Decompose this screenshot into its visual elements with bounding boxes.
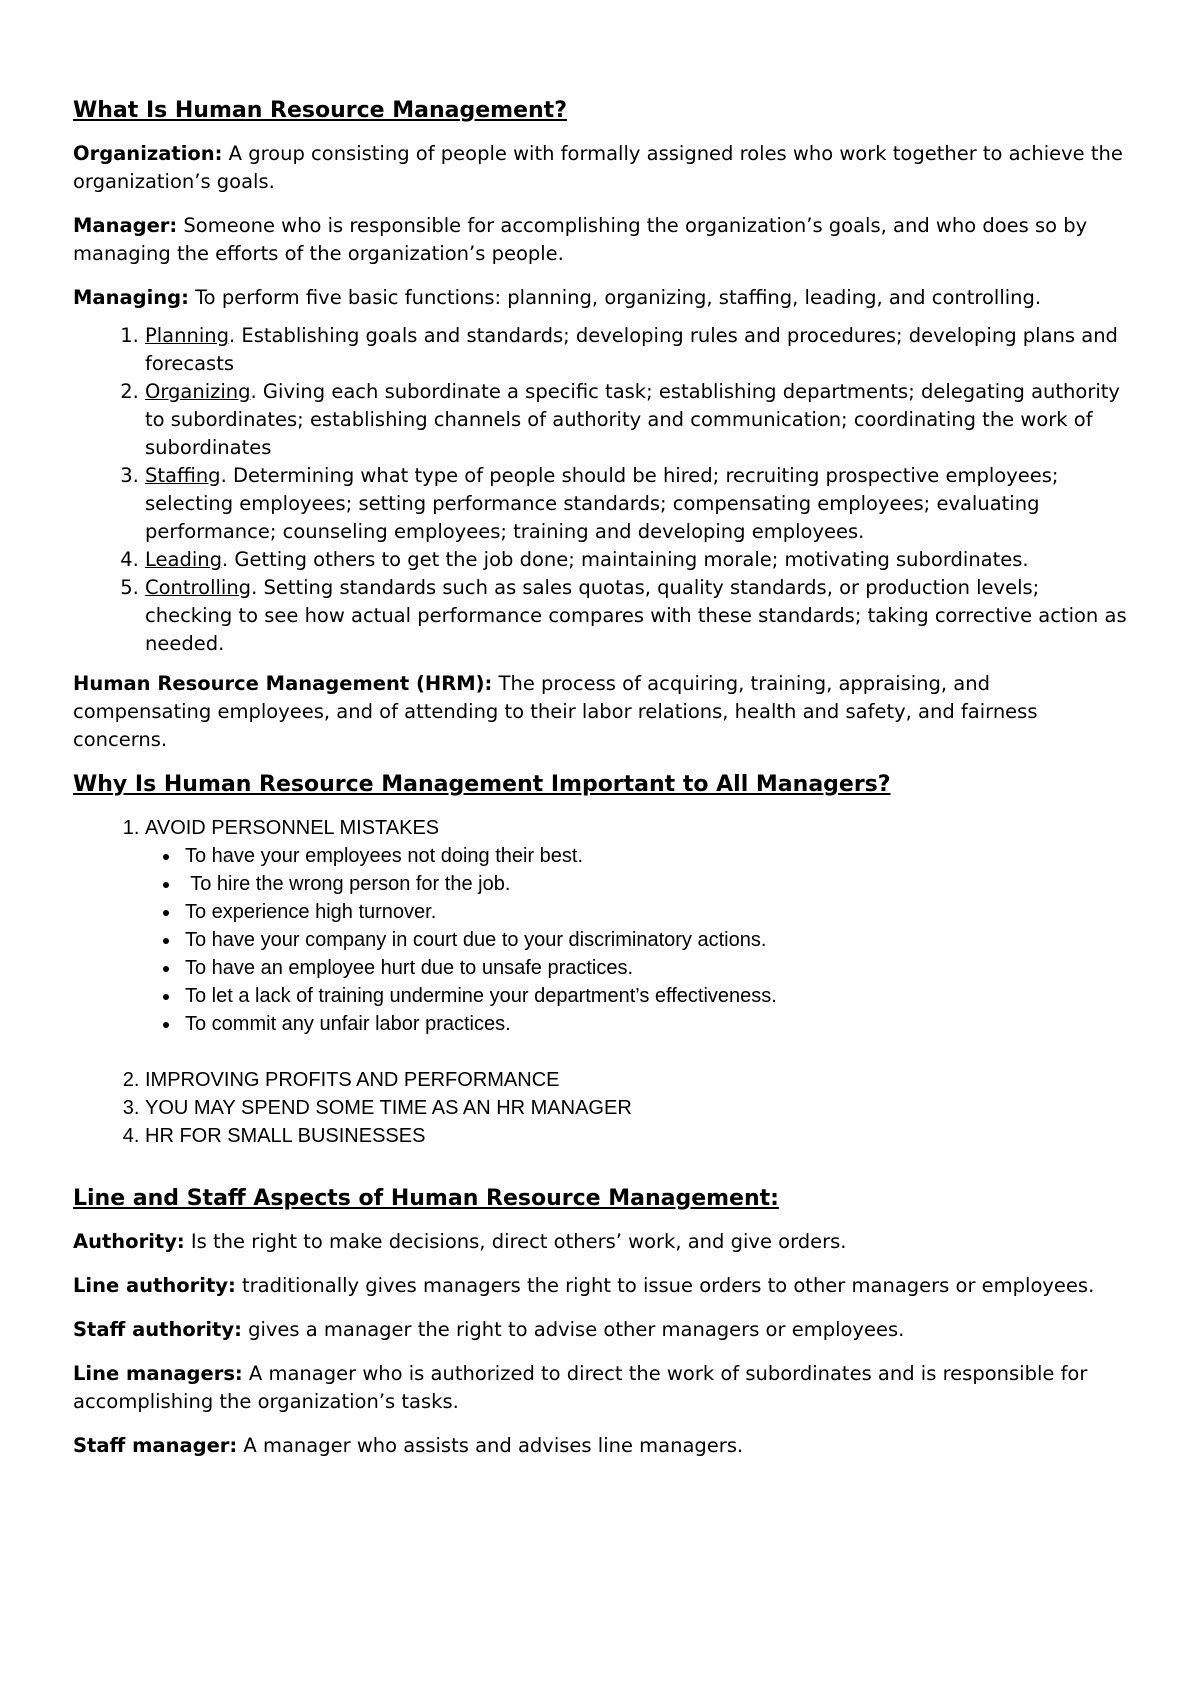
definition-text: The process of acquiring, training, appraising, and compensating employees, and of attending to their labor relations, health and safety, and fairness concerns.	[73, 672, 1038, 751]
mistake-item: • To have your employees not doing their best.	[181, 842, 1128, 870]
definition-staff-authority	[73, 1316, 1128, 1344]
term-organization: Organization:	[73, 142, 223, 165]
definition-manager	[73, 212, 1128, 268]
function-name: Staffing	[145, 464, 221, 487]
function-item	[145, 546, 1128, 574]
term-managing: Managing:	[73, 286, 189, 309]
reason-item: 4. HR FOR SMALL BUSINESSES	[145, 1122, 1128, 1150]
mistake-item: • To hire the wrong person for the job.	[181, 870, 1128, 898]
term-authority: Authority:	[73, 1230, 185, 1253]
function-item	[145, 462, 1128, 546]
reason-text: AVOID PERSONNEL MISTAKES	[145, 817, 440, 839]
definition-text: traditionally gives managers the right to issue orders to other managers or employees.	[235, 1274, 1095, 1297]
definition-text: A manager who is authorized to direct the work of subordinates and is responsible for accomplishing the organization’s tasks.	[73, 1362, 1088, 1413]
mistake-item: • To let a lack of training undermine your department’s effectiveness.	[181, 982, 1128, 1010]
function-name: Planning	[145, 324, 229, 347]
function-text: . Getting others to get the job done; maintaining morale; motivating subordinates.	[222, 548, 1029, 571]
personnel-mistakes-list	[73, 842, 1128, 1038]
term-line-authority: Line authority:	[73, 1274, 236, 1297]
mistake-item: • To experience high turnover.	[181, 898, 1128, 926]
spacer	[73, 1150, 1128, 1184]
reasons-list	[73, 814, 1128, 1150]
function-text: . Setting standards such as sales quotas, quality standards, or production levels; checking to see how actual performance compares with these standards; taking corrective action as needed.	[145, 576, 1127, 655]
mistake-item: • To have an employee hurt due to unsafe practices.	[181, 954, 1128, 982]
definition-staff-manager	[73, 1432, 1128, 1460]
definition-text: gives a manager the right to advise other managers or employees.	[241, 1318, 905, 1341]
function-text: . Giving each subordinate a specific task; establishing departments; delegating authority to subordinates; establishing channels of authority and communication; coordinating the work of subordinates	[145, 380, 1120, 459]
section-heading-line-and-staff: Line and Staff Aspects of Human Resource Management:	[73, 1186, 779, 1211]
term-line-managers: Line managers:	[73, 1362, 243, 1385]
function-item	[145, 574, 1128, 658]
function-item	[145, 378, 1128, 462]
function-item	[145, 322, 1128, 378]
definition-line-authority	[73, 1272, 1128, 1300]
definition-managing	[73, 284, 1128, 312]
function-name: Leading	[145, 548, 223, 571]
definition-text: A manager who assists and advises line managers.	[237, 1434, 744, 1457]
reason-item: 2. IMPROVING PROFITS AND PERFORMANCE	[145, 1066, 1128, 1094]
definition-authority	[73, 1228, 1128, 1256]
definition-text: Someone who is responsible for accomplishing the organization’s goals, and who does so by managing the efforts of the organization’s people.	[73, 214, 1088, 265]
function-name: Controlling	[145, 576, 252, 599]
definition-organization	[73, 140, 1128, 196]
definition-text: Is the right to make decisions, direct others’ work, and give orders.	[184, 1230, 847, 1253]
function-name: Organizing	[145, 380, 251, 403]
term-staff-manager: Staff manager:	[73, 1434, 238, 1457]
definition-hrm	[73, 670, 1128, 754]
definition-line-managers	[73, 1360, 1128, 1416]
management-functions-list	[73, 322, 1128, 658]
reason-item	[145, 814, 1128, 1038]
term-manager: Manager:	[73, 214, 178, 237]
section-heading-what-is-hrm: What Is Human Resource Management?	[73, 98, 567, 123]
mistake-item: • To commit any unfair labor practices.	[181, 1010, 1128, 1038]
term-staff-authority: Staff authority:	[73, 1318, 242, 1341]
reason-item: 3. YOU MAY SPEND SOME TIME AS AN HR MANAGER	[145, 1094, 1128, 1122]
function-text: . Establishing goals and standards; developing rules and procedures; developing plans and forecasts	[145, 324, 1118, 375]
function-text: . Determining what type of people should be hired; recruiting prospective employees; selecting employees; setting performance standards; compensating employees; evaluating performance; counseling employees; training and developing employees.	[145, 464, 1059, 543]
mistake-item: • To have your company in court due to your discriminatory actions.	[181, 926, 1128, 954]
definition-text: To perform five basic functions: planning, organizing, staffing, leading, and controlling.	[188, 286, 1042, 309]
section-heading-why-hrm-important: Why Is Human Resource Management Important to All Managers?	[73, 772, 891, 797]
term-hrm: Human Resource Management (HRM):	[73, 672, 493, 695]
definition-text: A group consisting of people with formally assigned roles who work together to achieve the organization’s goals.	[73, 142, 1123, 193]
